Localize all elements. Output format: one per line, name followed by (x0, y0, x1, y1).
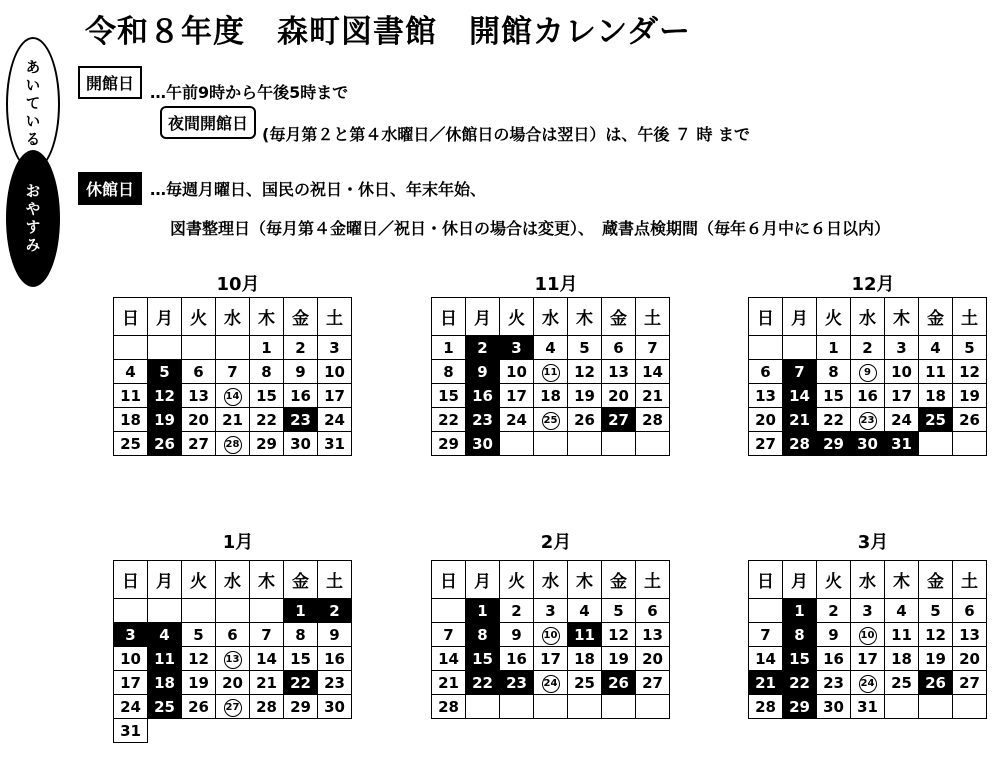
calendar-day (432, 599, 466, 623)
calendar-day: 29 (817, 432, 851, 456)
calendar-day: 3 (851, 599, 885, 623)
month-title: 12月 (851, 274, 895, 295)
calendar-day: 14 (216, 384, 250, 408)
calendar-day: 16 (500, 647, 534, 671)
calendar-day: 5 (568, 336, 602, 360)
calendar-day: 30 (318, 695, 352, 719)
month-calendar (113, 297, 352, 456)
calendar-day: 4 (919, 336, 953, 360)
calendar-day: 21 (432, 671, 466, 695)
calendar-day (749, 336, 783, 360)
calendar-day: 31 (114, 719, 148, 743)
calendar-day: 30 (284, 432, 318, 456)
weekday-header: 水 (534, 298, 568, 336)
calendar-day: 17 (885, 384, 919, 408)
calendar-day: 24 (534, 671, 568, 695)
weekday-header: 月 (148, 561, 182, 599)
calendar-day: 6 (636, 599, 670, 623)
calendar-day (568, 432, 602, 456)
calendar-day: 25 (885, 671, 919, 695)
calendar-day (885, 695, 919, 719)
calendar-day: 19 (953, 384, 987, 408)
calendar-day (148, 336, 182, 360)
weekday-header: 木 (250, 561, 284, 599)
calendar-day: 24 (885, 408, 919, 432)
calendar-day: 13 (182, 384, 216, 408)
calendar-day: 21 (636, 384, 670, 408)
weekday-header: 水 (851, 298, 885, 336)
calendar-day: 22 (432, 408, 466, 432)
weekday-header: 水 (216, 298, 250, 336)
calendar-day: 6 (602, 336, 636, 360)
calendar-day: 9 (284, 360, 318, 384)
calendar-day: 20 (182, 408, 216, 432)
calendar-day: 7 (783, 360, 817, 384)
calendar-day: 27 (182, 432, 216, 456)
calendar-day: 8 (250, 360, 284, 384)
weekday-header: 火 (817, 561, 851, 599)
calendar-day: 20 (749, 408, 783, 432)
calendar-day: 15 (783, 647, 817, 671)
calendar-day: 23 (817, 671, 851, 695)
calendar-day: 9 (466, 360, 500, 384)
calendar-day (182, 599, 216, 623)
calendar-day: 4 (148, 623, 182, 647)
calendar-day: 23 (851, 408, 885, 432)
calendar-day: 7 (250, 623, 284, 647)
calendar-day: 9 (851, 360, 885, 384)
weekday-header: 木 (885, 298, 919, 336)
calendar-day: 23 (318, 671, 352, 695)
month-calendar (431, 297, 670, 456)
weekday-header: 土 (318, 561, 352, 599)
calendar-day (749, 599, 783, 623)
calendar-day: 26 (953, 408, 987, 432)
open-speech-bubble: あいている (6, 37, 60, 171)
calendar-day: 1 (284, 599, 318, 623)
calendar-day (148, 599, 182, 623)
weekday-header: 土 (636, 298, 670, 336)
calendar-day: 24 (318, 408, 352, 432)
calendar-day: 4 (114, 360, 148, 384)
calendar-day: 23 (284, 408, 318, 432)
weekday-header: 木 (568, 298, 602, 336)
calendar-day: 26 (182, 695, 216, 719)
calendar-day: 23 (466, 408, 500, 432)
calendar-day: 21 (783, 408, 817, 432)
month-calendar (748, 560, 987, 719)
calendar-day: 22 (466, 671, 500, 695)
calendar-day: 10 (851, 623, 885, 647)
calendar-day (919, 432, 953, 456)
weekday-header: 金 (602, 298, 636, 336)
calendar-day (534, 432, 568, 456)
calendar-day: 29 (284, 695, 318, 719)
weekday-header: 金 (284, 298, 318, 336)
calendar-day (500, 432, 534, 456)
calendar-day (783, 336, 817, 360)
calendar-day: 5 (953, 336, 987, 360)
calendar-day (250, 599, 284, 623)
weekday-header: 水 (216, 561, 250, 599)
calendar-day (953, 432, 987, 456)
calendar-day: 3 (318, 336, 352, 360)
weekday-header: 土 (636, 561, 670, 599)
calendar-day: 8 (466, 623, 500, 647)
calendar-day: 20 (216, 671, 250, 695)
calendar-day: 28 (216, 432, 250, 456)
weekday-header: 月 (783, 561, 817, 599)
calendar-day: 16 (318, 647, 352, 671)
calendar-day: 19 (182, 671, 216, 695)
calendar-day: 24 (114, 695, 148, 719)
calendar-day: 12 (568, 360, 602, 384)
calendar-day: 2 (318, 599, 352, 623)
calendar-day: 22 (284, 671, 318, 695)
calendar-day: 29 (783, 695, 817, 719)
calendar-day: 16 (817, 647, 851, 671)
month-title: 11月 (534, 274, 578, 295)
month-title: 2月 (540, 532, 572, 553)
calendar-day: 19 (568, 384, 602, 408)
calendar-day: 26 (602, 671, 636, 695)
night-open-day-label: 夜間開館日 (160, 106, 256, 139)
calendar-day (182, 336, 216, 360)
weekday-header: 金 (284, 561, 318, 599)
weekday-header: 木 (568, 561, 602, 599)
weekday-header: 金 (919, 298, 953, 336)
open-day-label: 開館日 (78, 66, 142, 99)
calendar-day: 5 (919, 599, 953, 623)
calendar-day: 6 (953, 599, 987, 623)
weekday-header: 金 (919, 561, 953, 599)
month-title: 1月 (222, 532, 254, 553)
calendar-day: 9 (318, 623, 352, 647)
calendar-day: 27 (749, 432, 783, 456)
calendar-day (919, 695, 953, 719)
calendar-day: 19 (602, 647, 636, 671)
calendar-day: 18 (114, 408, 148, 432)
weekday-header: 土 (953, 298, 987, 336)
calendar-day: 11 (114, 384, 148, 408)
calendar-day (500, 695, 534, 719)
calendar-day: 14 (783, 384, 817, 408)
calendar-day (636, 695, 670, 719)
calendar-day: 14 (250, 647, 284, 671)
calendar-day: 3 (500, 336, 534, 360)
month-title: 3月 (857, 532, 889, 553)
calendar-day: 25 (568, 671, 602, 695)
calendar-day: 12 (182, 647, 216, 671)
calendar-day: 30 (851, 432, 885, 456)
calendar-day: 11 (568, 623, 602, 647)
calendar-day: 7 (749, 623, 783, 647)
month-title: 10月 (216, 274, 260, 295)
calendar-day: 5 (602, 599, 636, 623)
calendar-day: 28 (749, 695, 783, 719)
calendar-day: 10 (318, 360, 352, 384)
calendar-day: 12 (148, 384, 182, 408)
calendar-day: 29 (432, 432, 466, 456)
calendar-day: 27 (636, 671, 670, 695)
calendar-day: 4 (534, 336, 568, 360)
weekday-header: 日 (749, 561, 783, 599)
calendar-day: 14 (432, 647, 466, 671)
weekday-header: 火 (500, 298, 534, 336)
calendar-day: 17 (318, 384, 352, 408)
calendar-day: 16 (284, 384, 318, 408)
calendar-day (216, 336, 250, 360)
calendar-day: 7 (432, 623, 466, 647)
calendar-day: 10 (114, 647, 148, 671)
calendar-day: 9 (500, 623, 534, 647)
calendar-day: 12 (602, 623, 636, 647)
weekday-header: 月 (148, 298, 182, 336)
weekday-header: 火 (182, 561, 216, 599)
calendar-day: 8 (817, 360, 851, 384)
weekday-header: 日 (114, 298, 148, 336)
calendar-day: 26 (568, 408, 602, 432)
calendar-day: 28 (250, 695, 284, 719)
calendar-day: 3 (534, 599, 568, 623)
calendar-day (602, 432, 636, 456)
calendar-day: 1 (466, 599, 500, 623)
calendar-day (953, 695, 987, 719)
calendar-day: 25 (114, 432, 148, 456)
weekday-header: 土 (953, 561, 987, 599)
calendar-day: 6 (216, 623, 250, 647)
calendar-day (568, 695, 602, 719)
calendar-day: 18 (919, 384, 953, 408)
month-calendar (748, 297, 987, 456)
weekday-header: 月 (783, 298, 817, 336)
calendar-day: 11 (534, 360, 568, 384)
calendar-day: 17 (534, 647, 568, 671)
calendar-day: 15 (250, 384, 284, 408)
calendar-day: 26 (919, 671, 953, 695)
calendar-day: 13 (749, 384, 783, 408)
calendar-day: 8 (284, 623, 318, 647)
calendar-day: 26 (148, 432, 182, 456)
calendar-day: 24 (500, 408, 534, 432)
calendar-day (636, 432, 670, 456)
calendar-day: 12 (953, 360, 987, 384)
weekday-header: 日 (432, 561, 466, 599)
calendar-day: 10 (500, 360, 534, 384)
calendar-day: 15 (432, 384, 466, 408)
calendar-day: 18 (534, 384, 568, 408)
calendar-day: 31 (851, 695, 885, 719)
calendar-day: 22 (783, 671, 817, 695)
closed-day-text-2: 図書整理日（毎月第４金曜日／祝日・休日の場合は変更）、 蔵書点検期間（毎年６月中に６日以内） (170, 219, 891, 238)
calendar-day (216, 599, 250, 623)
calendar-day: 22 (817, 408, 851, 432)
calendar-day: 27 (602, 408, 636, 432)
calendar-day: 18 (148, 671, 182, 695)
calendar-day: 16 (466, 384, 500, 408)
calendar-day: 30 (817, 695, 851, 719)
calendar-day: 1 (783, 599, 817, 623)
weekday-header: 日 (749, 298, 783, 336)
weekday-header: 日 (432, 298, 466, 336)
calendar-day: 20 (953, 647, 987, 671)
calendar-day: 8 (432, 360, 466, 384)
calendar-day: 24 (851, 671, 885, 695)
calendar-day: 16 (851, 384, 885, 408)
calendar-day: 1 (250, 336, 284, 360)
weekday-header: 水 (851, 561, 885, 599)
calendar-day: 14 (636, 360, 670, 384)
weekday-header: 木 (885, 561, 919, 599)
calendar-day: 13 (602, 360, 636, 384)
calendar-day (602, 695, 636, 719)
calendar-day: 10 (534, 623, 568, 647)
calendar-day: 4 (568, 599, 602, 623)
weekday-header: 火 (817, 298, 851, 336)
calendar-day (466, 695, 500, 719)
calendar-day: 21 (749, 671, 783, 695)
calendar-day: 19 (148, 408, 182, 432)
calendar-day: 6 (182, 360, 216, 384)
calendar-day: 2 (851, 336, 885, 360)
calendar-day: 25 (919, 408, 953, 432)
weekday-header: 日 (114, 561, 148, 599)
calendar-day: 11 (148, 647, 182, 671)
calendar-day: 28 (783, 432, 817, 456)
calendar-day: 3 (114, 623, 148, 647)
calendar-day: 3 (885, 336, 919, 360)
calendar-day: 5 (148, 360, 182, 384)
weekday-header: 木 (250, 298, 284, 336)
calendar-day: 2 (817, 599, 851, 623)
calendar-day: 17 (500, 384, 534, 408)
calendar-day: 19 (919, 647, 953, 671)
calendar-day: 17 (851, 647, 885, 671)
page-title: 令和８年度 森町図書館 開館カレンダー (85, 14, 691, 50)
weekday-header: 月 (466, 298, 500, 336)
calendar-day: 6 (749, 360, 783, 384)
calendar-day: 15 (817, 384, 851, 408)
weekday-header: 土 (318, 298, 352, 336)
calendar-day: 2 (466, 336, 500, 360)
calendar-day: 5 (182, 623, 216, 647)
calendar-day: 18 (885, 647, 919, 671)
calendar-day: 4 (885, 599, 919, 623)
calendar-day: 13 (636, 623, 670, 647)
weekday-header: 火 (500, 561, 534, 599)
calendar-day: 8 (783, 623, 817, 647)
calendar-day: 25 (534, 408, 568, 432)
month-calendar (431, 560, 670, 719)
calendar-day: 28 (636, 408, 670, 432)
calendar-day: 21 (216, 408, 250, 432)
calendar-day: 25 (148, 695, 182, 719)
calendar-day: 29 (250, 432, 284, 456)
calendar-day: 31 (885, 432, 919, 456)
weekday-header: 金 (602, 561, 636, 599)
open-day-text: …午前9時から午後5時まで (150, 83, 349, 102)
calendar-day (534, 695, 568, 719)
calendar-day: 11 (919, 360, 953, 384)
calendar-day: 18 (568, 647, 602, 671)
calendar-day: 15 (284, 647, 318, 671)
calendar-day: 12 (919, 623, 953, 647)
calendar-day: 2 (500, 599, 534, 623)
calendar-day: 15 (466, 647, 500, 671)
calendar-day: 1 (432, 336, 466, 360)
weekday-header: 水 (534, 561, 568, 599)
calendar-day: 22 (250, 408, 284, 432)
calendar-day: 11 (885, 623, 919, 647)
calendar-day: 13 (216, 647, 250, 671)
month-calendar (113, 560, 352, 743)
calendar-day: 20 (636, 647, 670, 671)
calendar-day: 14 (749, 647, 783, 671)
calendar-day: 17 (114, 671, 148, 695)
calendar-day: 30 (466, 432, 500, 456)
night-open-day-text: (毎月第２と第４水曜日／休館日の場合は翌日）は、午後 ７ 時 まで (262, 125, 751, 144)
calendar-day: 28 (432, 695, 466, 719)
calendar-day: 31 (318, 432, 352, 456)
calendar-day: 23 (500, 671, 534, 695)
calendar-day (114, 599, 148, 623)
calendar-day (114, 336, 148, 360)
calendar-day: 9 (817, 623, 851, 647)
calendar-day: 2 (284, 336, 318, 360)
calendar-day: 20 (602, 384, 636, 408)
closed-day-text: …毎週月曜日、国民の祝日・休日、年末年始、 (150, 180, 487, 199)
calendar-day: 1 (817, 336, 851, 360)
weekday-header: 月 (466, 561, 500, 599)
calendar-day: 13 (953, 623, 987, 647)
closed-speech-bubble: おやすみ (6, 150, 60, 287)
calendar-day: 10 (885, 360, 919, 384)
calendar-day: 21 (250, 671, 284, 695)
closed-day-label: 休館日 (78, 172, 142, 205)
weekday-header: 火 (182, 298, 216, 336)
calendar-day: 27 (953, 671, 987, 695)
calendar-day: 7 (636, 336, 670, 360)
calendar-day: 27 (216, 695, 250, 719)
calendar-day: 7 (216, 360, 250, 384)
